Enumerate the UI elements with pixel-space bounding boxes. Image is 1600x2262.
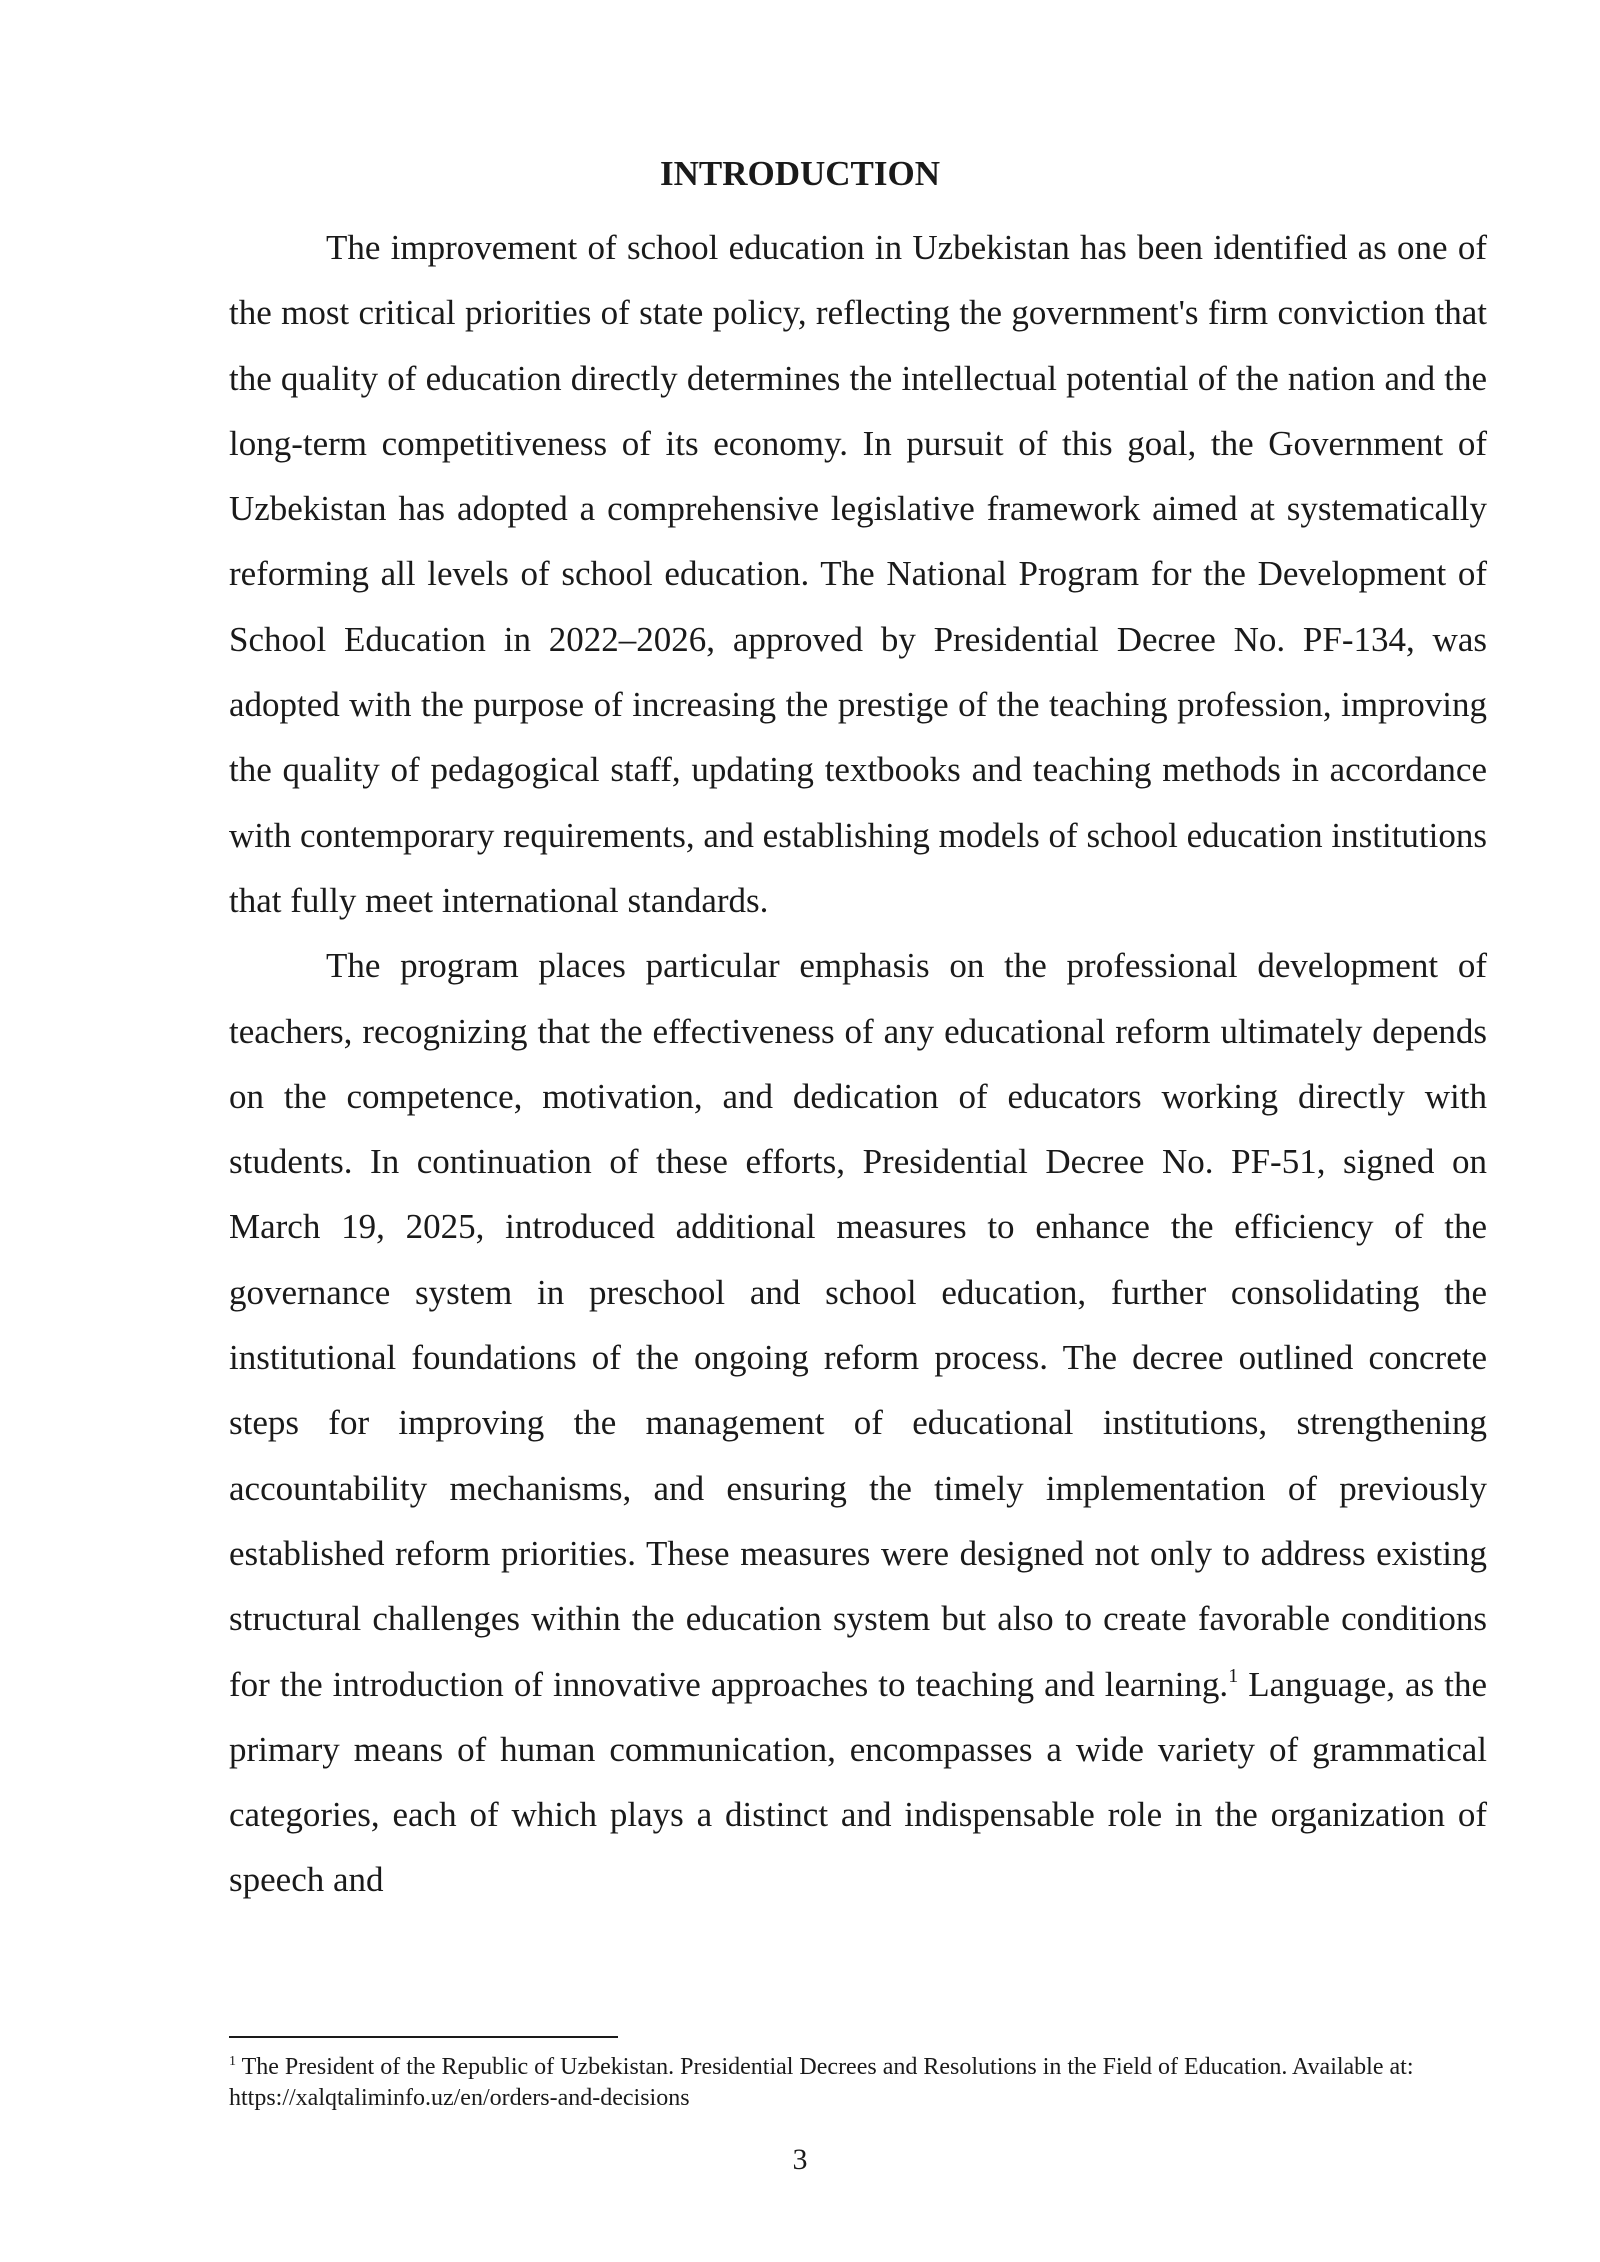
paragraph-1: [229, 215, 1487, 933]
footnote-marker: 1: [229, 2054, 236, 2069]
footnote: [229, 2052, 1487, 2114]
page-number: 3: [792, 2143, 808, 2176]
section-heading: INTRODUCTION: [659, 154, 941, 193]
footnote-text: The President of the Republic of Uzbekistan. Presidential Decrees and Resolutions in the Field of Education. Available at: https://xalqtaliminfo.uz/en/orders-and-decisions: [229, 2054, 1414, 2111]
paragraph-2-text-before: The program places particular emphasis on the professional development of teachers, recognizing that the effectiveness of any educational reform ultimately depends on the competence, motivation, and dedication of educators working directly with students. In continuation of these efforts, Presidential Decree No. PF-51, signed on March 19, 2025, introduced additional measures to enhance the efficiency of the governance system in preschool and school education, further consolidating the institutional foundations of the ongoing reform process. The decree outlined concrete steps for improving the management of educational institutions, strengthening accountability mechanisms, and ensuring the timely implementation of previously established reform priorities. These measures were designed not only to address existing structural challenges within the education system but also to create favorable conditions for the introduction of innovative approaches to teaching and learning.: [229, 946, 1487, 1704]
footnote-separator: [229, 2036, 618, 2038]
body-text: [229, 215, 1487, 1913]
paragraph-2: [229, 933, 1487, 1912]
footnote-reference[interactable]: 1: [1228, 1664, 1239, 1687]
paragraph-1-text: The improvement of school education in Uzbekistan has been identified as one of the most critical priorities of state policy, reflecting the government's firm conviction that the quality of education directly determines the intellectual potential of the nation and the long-term competitiveness of its economy. In pursuit of this goal, the Government of Uzbekistan has adopted a comprehensive legislative framework aimed at systematically reforming all levels of school education. The National Program for the Development of School Education in 2022–2026, approved by Presidential Decree No. PF-134, was adopted with the purpose of increasing the prestige of the teaching profession, improving the quality of pedagogical staff, updating textbooks and teaching methods in accordance with contemporary requirements, and establishing models of school education institutions that fully meet international standards.: [229, 228, 1487, 920]
paragraph-2-text-after: Language, as the primary means of human communication, encompasses a wide variety of grammatical categories, each of which plays a distinct and indispensable role in the organization of speech and: [229, 1664, 1487, 1900]
